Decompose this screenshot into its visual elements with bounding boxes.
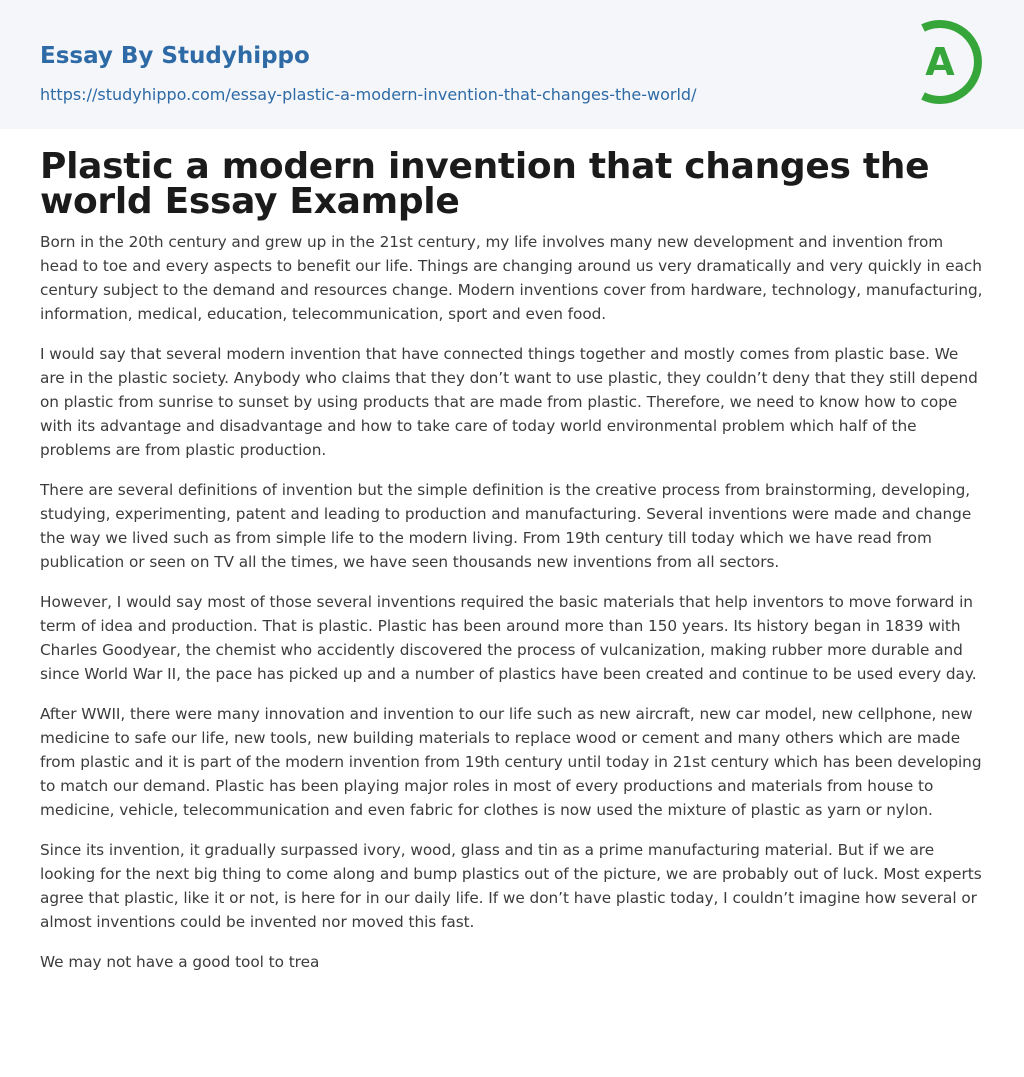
article-main <box>0 129 1024 974</box>
article-paragraph: Since its invention, it gradually surpassed ivory, wood, glass and tin as a prime manufacturing material. But if we are looking for the next big thing to come along and bump plastics out of the picture, we are probably out of luck. Most experts agree that plastic, like it or not, is here for in our daily life. If we don’t have plastic today, I couldn’t imagine how several or almost inventions could be invented nor moved this fast. <box>40 841 982 931</box>
site-header <box>0 0 1024 129</box>
article-paragraph: There are several definitions of invention but the simple definition is the creative process from brainstorming, developing, studying, experimenting, patent and leading to production and manufacturing. Several inventions were made and change the way we lived such as from simple life to the modern living. From 19th century till today which we have read from publication or seen on TV all the times, we have seen thousands new inventions from all sectors. <box>40 481 972 571</box>
article-paragraph: After WWII, there were many innovation and invention to our life such as new aircraft, new car model, new cellphone, new medicine to safe our life, new tools, new building materials to replace wood or cement and many others which are made from plastic and it is part of the modern invention from 19th century until today in 21st century which has been developing to match our demand. Plastic has been playing major roles in most of every productions and materials from house to medicine, vehicle, telecommunication and even fabric for clothes is now used the mixture of plastic as yarn or nylon. <box>40 705 982 819</box>
article-title: Plastic a modern invention that changes the world Essay Example <box>40 146 930 222</box>
article-paragraph: However, I would say most of those several inventions required the basic materials that help inventors to move forward in term of idea and production. That is plastic. Plastic has been around more than 150 years. Its history began in 1839 with Charles Goodyear, the chemist who accidently discovered the process of vulcanization, making rubber more durable and since World War II, the pace has picked up and a number of plastics have been created and continue to be used every day. <box>40 593 977 683</box>
site-brand[interactable]: Essay By Studyhippo <box>40 43 310 69</box>
article-paragraph: Born in the 20th century and grew up in the 21st century, my life involves many new development and invention from head to toe and every aspects to benefit our life. Things are changing around us very dramatically and very quickly in each century subject to the demand and resources change. Modern inventions cover from hardware, technology, manufacturing, information, medical, education, telecommunication, sport and even food. <box>40 233 983 323</box>
source-url-link[interactable]: https://studyhippo.com/essay-plastic-a-modern-invention-that-changes-the-world/ <box>40 85 697 104</box>
article-paragraph: I would say that several modern invention that have connected things together and mostly comes from plastic base. We are in the plastic society. Anybody who claims that they don’t want to use plastic, they couldn’t deny that they still depend on plastic from sunrise to sunset by using products that are made from plastic. Therefore, we need to know how to cope with its advantage and disadvantage and how to take care of today world environmental problem which half of the problems are from plastic production. <box>40 345 978 459</box>
article-body <box>40 230 984 974</box>
logo-letter: A <box>925 40 955 84</box>
studyhippo-logo-icon[interactable] <box>910 18 988 106</box>
article-paragraph-truncated: We may not have a good tool to trea <box>40 953 320 971</box>
